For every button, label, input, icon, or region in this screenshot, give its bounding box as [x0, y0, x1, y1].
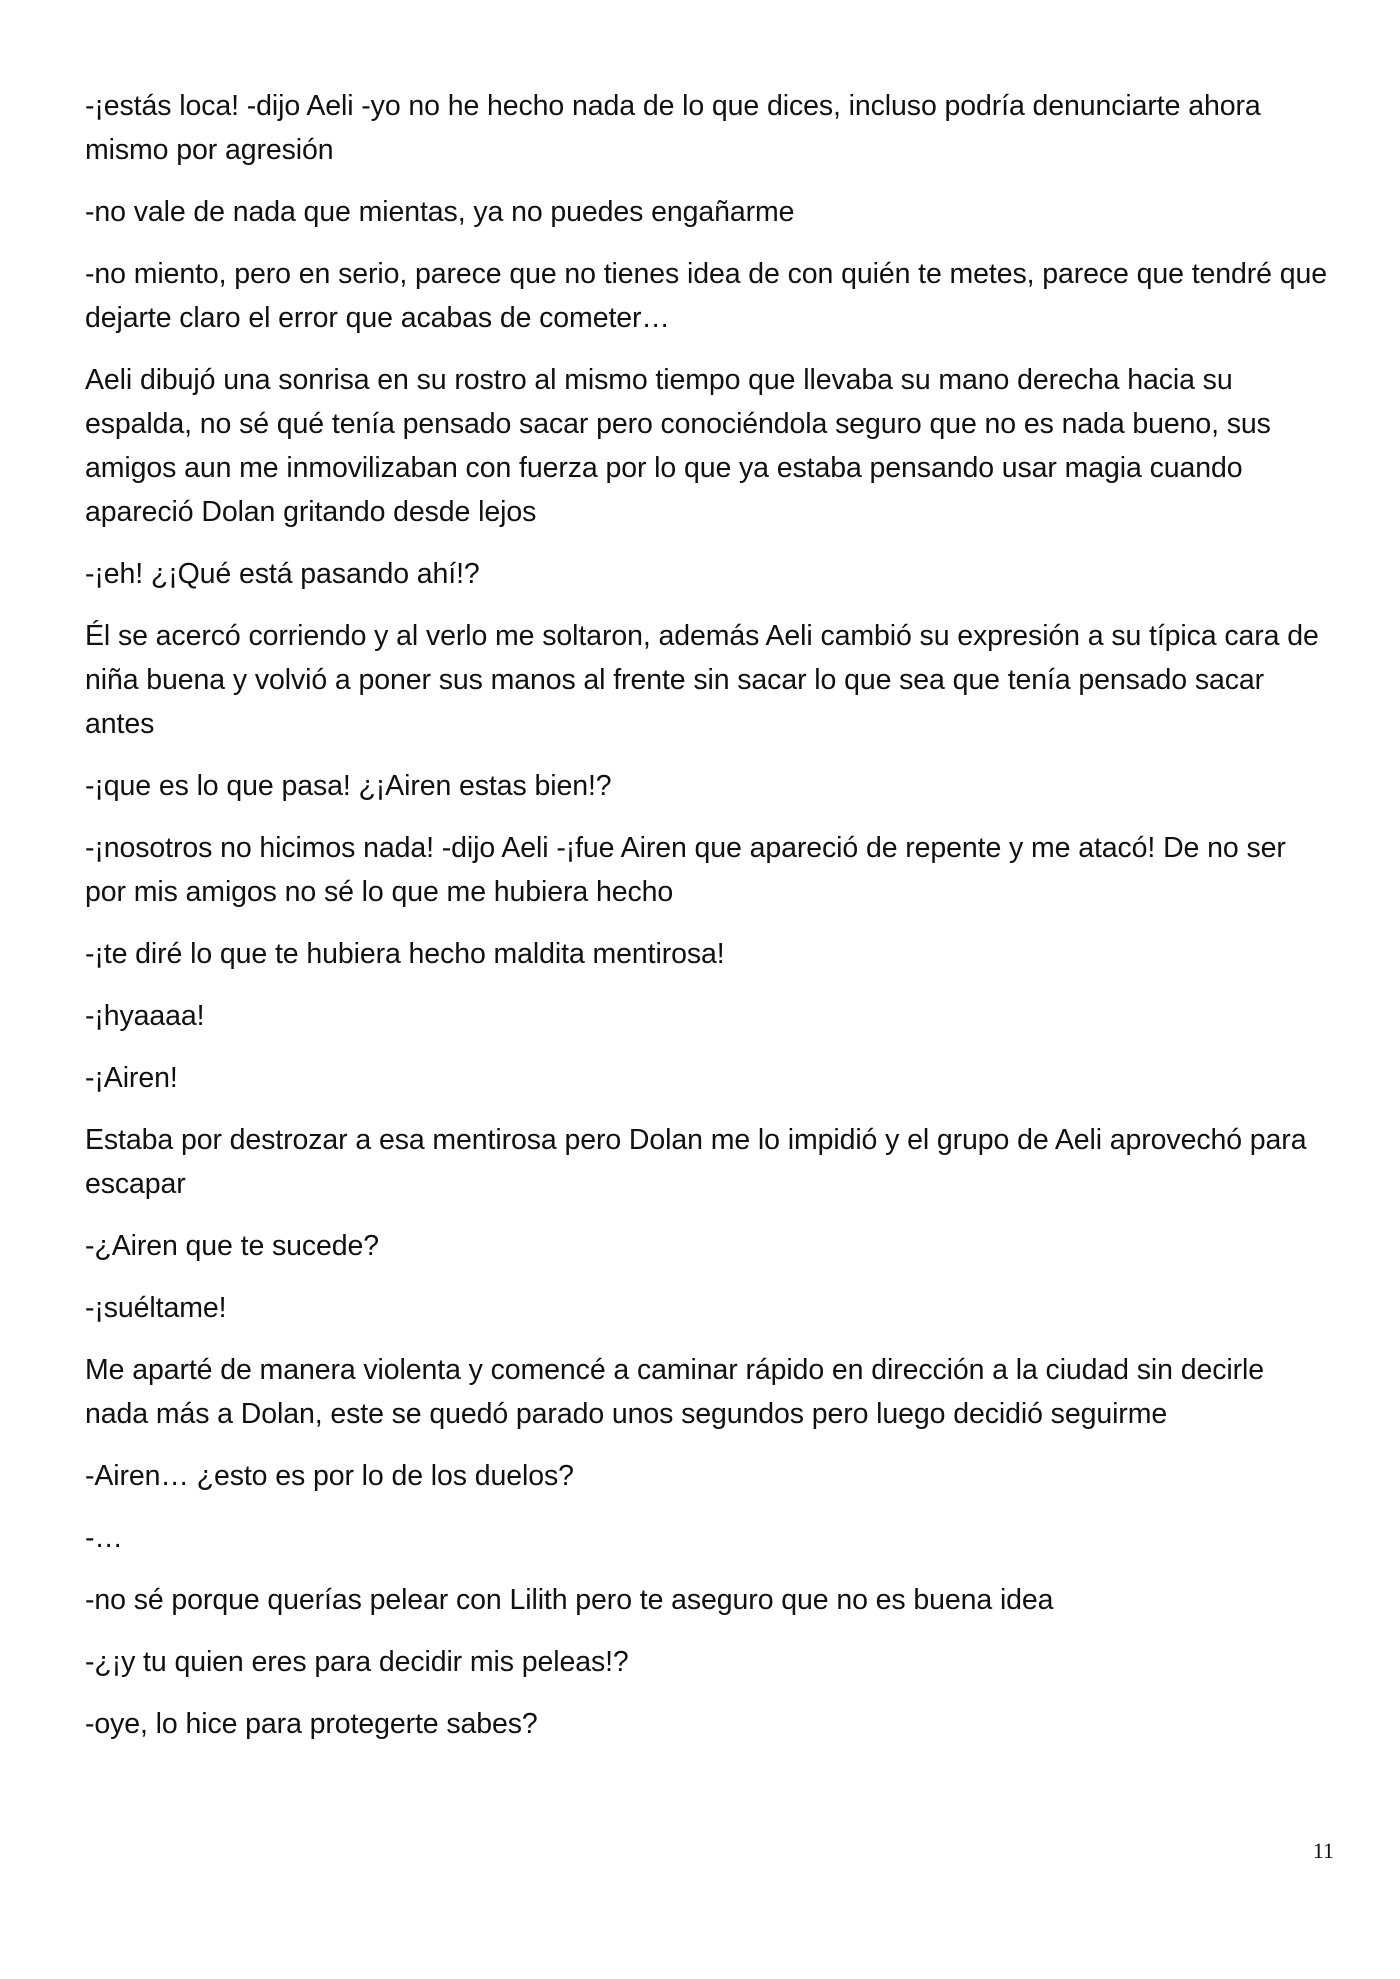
paragraph: -oye, lo hice para protegerte sabes?	[85, 1708, 538, 1740]
paragraph: Él se acercó corriendo y al verlo me soltaron, además Aeli cambió su expresión a su típica cara de niña buena y volvió a poner sus manos al frente sin sacar lo que sea que tenía pensado sacar antes	[85, 620, 1319, 740]
paragraph: -¡que es lo que pasa! ¿¡Airen estas bien!?	[85, 770, 612, 802]
paragraph: -¡eh! ¿¡Qué está pasando ahí!?	[85, 558, 480, 590]
paragraph: Me aparté de manera violenta y comencé a caminar rápido en dirección a la ciudad sin decirle nada más a Dolan, este se quedó parado unos segundos pero luego decidió seguirme	[85, 1354, 1264, 1430]
paragraph: -no miento, pero en serio, parece que no tienes idea de con quién te metes, parece que tendré que dejarte claro el error que acabas de cometer…	[85, 258, 1327, 334]
paragraph: -¿¡y tu quien eres para decidir mis peleas!?	[85, 1646, 629, 1678]
paragraph: -¡estás loca! -dijo Aeli -yo no he hecho nada de lo que dices, incluso podría denunciarte ahora mismo por agresión	[85, 90, 1261, 166]
paragraph: -¡suéltame!	[85, 1292, 227, 1324]
paragraph: -no sé porque querías pelear con Lilith pero te aseguro que no es buena idea	[85, 1584, 1054, 1616]
paragraph: Aeli dibujó una sonrisa en su rostro al mismo tiempo que llevaba su mano derecha hacia su espalda, no sé qué tenía pensado sacar pero conociéndola seguro que no es nada bueno, sus amigos aun me inmovilizaban con fuerza por lo que ya estaba pensando usar magia cuando apareció Dolan gritando desde lejos	[85, 364, 1271, 528]
paragraph: -Airen… ¿esto es por lo de los duelos?	[85, 1460, 574, 1492]
paragraph: -¡hyaaaa!	[85, 1000, 205, 1032]
paragraph: -¡Airen!	[85, 1062, 178, 1094]
paragraph: -¡nosotros no hicimos nada! -dijo Aeli -¡fue Airen que apareció de repente y me atacó! De no ser por mis amigos no sé lo que me hubiera hecho	[85, 832, 1286, 908]
paragraph: -…	[85, 1522, 123, 1554]
paragraph: -¿Airen que te sucede?	[85, 1230, 380, 1262]
paragraph: Estaba por destrozar a esa mentirosa pero Dolan me lo impidió y el grupo de Aeli aprovechó para escapar	[85, 1124, 1307, 1200]
page-number: 11	[1312, 1838, 1334, 1863]
body-text	[85, 84, 1330, 1764]
paragraph: -no vale de nada que mientas, ya no puedes engañarme	[85, 196, 795, 228]
paragraph: -¡te diré lo que te hubiera hecho maldita mentirosa!	[85, 938, 725, 970]
